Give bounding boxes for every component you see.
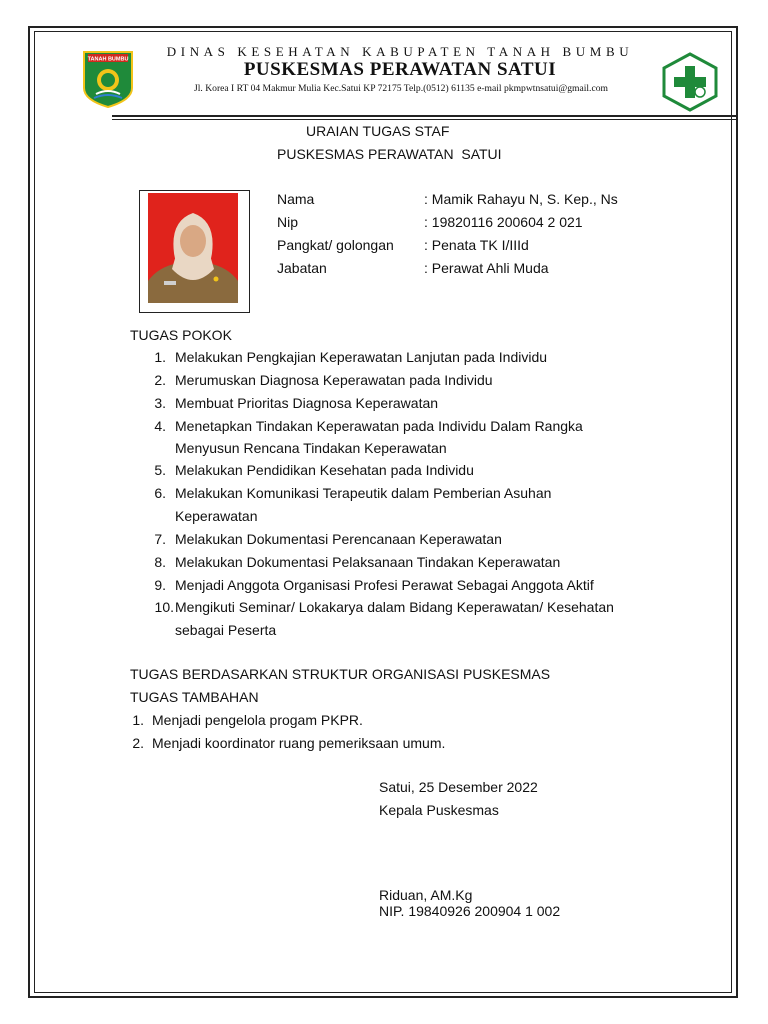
list-number: 3. bbox=[154, 395, 166, 411]
identity-label-nama: Nama bbox=[277, 191, 315, 207]
tugas-tambahan-heading: TUGAS TAMBAHAN bbox=[130, 689, 259, 705]
list-item: Menetapkan Tindakan Keperawatan pada Individu Dalam Rangka bbox=[175, 418, 583, 434]
list-number: 4. bbox=[154, 418, 166, 434]
list-item: Mengikuti Seminar/ Lokakarya dalam Bidang Keperawatan/ Kesehatan bbox=[175, 599, 614, 615]
list-number: 5. bbox=[154, 462, 166, 478]
identity-value-pangkat: : Penata TK I/IIId bbox=[424, 237, 529, 253]
identity-value-nama: : Mamik Rahayu N, S. Kep., Ns bbox=[424, 191, 618, 207]
emblem-text: TANAH BUMBU bbox=[87, 56, 129, 63]
list-item: Melakukan Dokumentasi Perencanaan Keperawatan bbox=[175, 531, 502, 547]
list-number: 8. bbox=[154, 554, 166, 570]
regency-emblem-icon bbox=[82, 50, 134, 108]
list-item: Menjadi Anggota Organisasi Profesi Perawat Sebagai Anggota Aktif bbox=[175, 577, 594, 593]
list-item: Melakukan Pendidikan Kesehatan pada Individu bbox=[175, 462, 474, 478]
list-item: Menjadi koordinator ruang pemeriksaan umum. bbox=[152, 735, 446, 751]
list-item-continued: Keperawatan bbox=[175, 508, 258, 524]
header-puskesmas-name: PUSKESMAS PERAWATAN SATUI bbox=[243, 59, 557, 80]
signature-nip: NIP. 19840926 200904 1 002 bbox=[379, 903, 561, 919]
list-item: Melakukan Pengkajian Keperawatan Lanjutan pada Individu bbox=[175, 349, 548, 365]
tugas-struktur-heading: TUGAS BERDASARKAN STRUKTUR ORGANISASI PUSKESMAS bbox=[130, 666, 551, 682]
identity-value-nip: : 19820116 200604 2 021 bbox=[424, 214, 583, 230]
list-item-continued: sebagai Peserta bbox=[175, 622, 277, 638]
list-number: 9. bbox=[154, 577, 166, 593]
list-number: 2. bbox=[154, 372, 166, 388]
header-address: Jl. Korea I RT 04 Makmur Mulia Kec.Satui KP 72175 Telp.(0512) 61135 e-mail pkmpwtnsatui@gmail.com bbox=[194, 83, 608, 94]
list-item: Melakukan Komunikasi Terapeutik dalam Pemberian Asuhan bbox=[175, 485, 552, 501]
list-item: Melakukan Dokumentasi Pelaksanaan Tindakan Keperawatan bbox=[175, 554, 561, 570]
identity-label-pangkat: Pangkat/ golongan bbox=[277, 237, 394, 253]
list-number: 1. bbox=[132, 712, 144, 728]
header-rule-thick bbox=[112, 115, 738, 117]
staff-photo bbox=[148, 193, 238, 303]
doc-subtitle: PUSKESMAS PERAWATAN SATUI bbox=[277, 146, 502, 162]
doc-title: URAIAN TUGAS STAF bbox=[306, 123, 450, 139]
signature-name: Riduan, AM.Kg bbox=[379, 887, 473, 903]
list-item-continued: Menyusun Rencana Tindakan Keperawatan bbox=[175, 440, 447, 456]
signature-position: Kepala Puskesmas bbox=[379, 802, 499, 818]
list-number: 1. bbox=[154, 349, 166, 365]
puskesmas-cross-emblem-icon bbox=[660, 52, 720, 112]
list-item: Menjadi pengelola progam PKPR. bbox=[152, 712, 363, 728]
header-rule-thin bbox=[112, 119, 738, 120]
list-number: 6. bbox=[154, 485, 166, 501]
list-item: Membuat Prioritas Diagnosa Keperawatan bbox=[175, 395, 439, 411]
page-border-inner bbox=[34, 31, 732, 993]
list-item: Merumuskan Diagnosa Keperawatan pada Individu bbox=[175, 372, 493, 388]
list-number: 7. bbox=[154, 531, 166, 547]
header-agency: DINAS KESEHATAN KABUPATEN TANAH BUMBU bbox=[166, 44, 634, 59]
tugas-pokok-heading: TUGAS POKOK bbox=[130, 327, 232, 343]
list-number: 10. bbox=[154, 599, 174, 615]
identity-label-nip: Nip bbox=[277, 214, 299, 230]
identity-value-jabatan: : Perawat Ahli Muda bbox=[424, 260, 549, 276]
list-number: 2. bbox=[132, 735, 144, 751]
signature-place-date: Satui, 25 Desember 2022 bbox=[379, 779, 538, 795]
identity-label-jabatan: Jabatan bbox=[277, 260, 327, 276]
